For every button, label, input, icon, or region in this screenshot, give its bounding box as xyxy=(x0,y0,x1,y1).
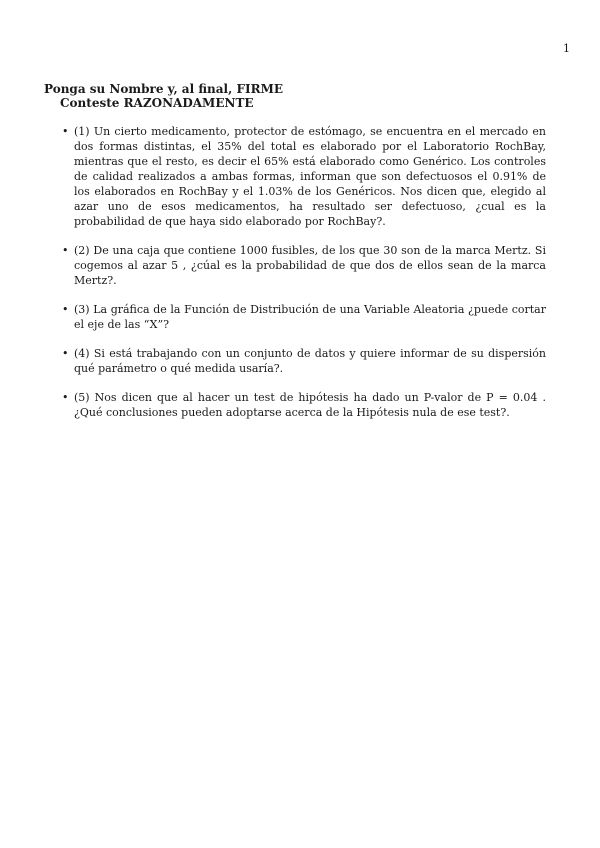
bullet-icon: • xyxy=(62,391,69,404)
question-item xyxy=(62,302,546,332)
bullet-icon: • xyxy=(62,347,69,360)
question-item xyxy=(62,243,546,288)
header-instruction-sign: Ponga su Nombre y, al final, FIRME xyxy=(44,82,283,96)
question-text: (2) De una caja que contiene 1000 fusibles, de los que 30 son de la marca Mertz. Si cogemos al azar 5 , ¿cúal es la probabilidad de que dos de ellos sean de la marca Mertz?. xyxy=(74,244,546,287)
question-text: (4) Si está trabajando con un conjunto de datos y quiere informar de su dispersión qué parámetro o qué medida usaría?. xyxy=(74,347,546,375)
question-item xyxy=(62,124,546,229)
question-item xyxy=(62,390,546,420)
question-text: (5) Nos dicen que al hacer un test de hipótesis ha dado un P-valor de P = 0.04 . ¿Qué conclusiones pueden adoptarse acerca de la Hipótesis nula de ese test?. xyxy=(74,391,546,419)
header-instruction-reason: Conteste RAZONADAMENTE xyxy=(60,96,254,110)
page-number: 1 xyxy=(563,42,570,55)
question-list xyxy=(62,124,546,434)
question-item xyxy=(62,346,546,376)
question-text: (1) Un cierto medicamento, protector de estómago, se encuentra en el mercado en dos formas distintas, el 35% del total es elaborado por el Laboratorio RochBay, mientras que el resto, es decir el 65% está elaborado como Genérico. Los controles de calidad realizados a ambas formas, informan que son defectuosos el 0.91% de los elaborados en RochBay y el 1.03% de los Genéricos. Nos dicen que, elegido al azar uno de esos medicamentos, ha resultado ser defectuoso, ¿cual es la probabilidad de que haya sido elaborado por RochBay?. xyxy=(74,125,546,228)
bullet-icon: • xyxy=(62,244,69,257)
exam-header xyxy=(44,82,283,110)
question-text: (3) La gráfica de la Función de Distribución de una Variable Aleatoria ¿puede cortar el eje de las “X”? xyxy=(74,303,546,331)
bullet-icon: • xyxy=(62,125,69,138)
bullet-icon: • xyxy=(62,303,69,316)
